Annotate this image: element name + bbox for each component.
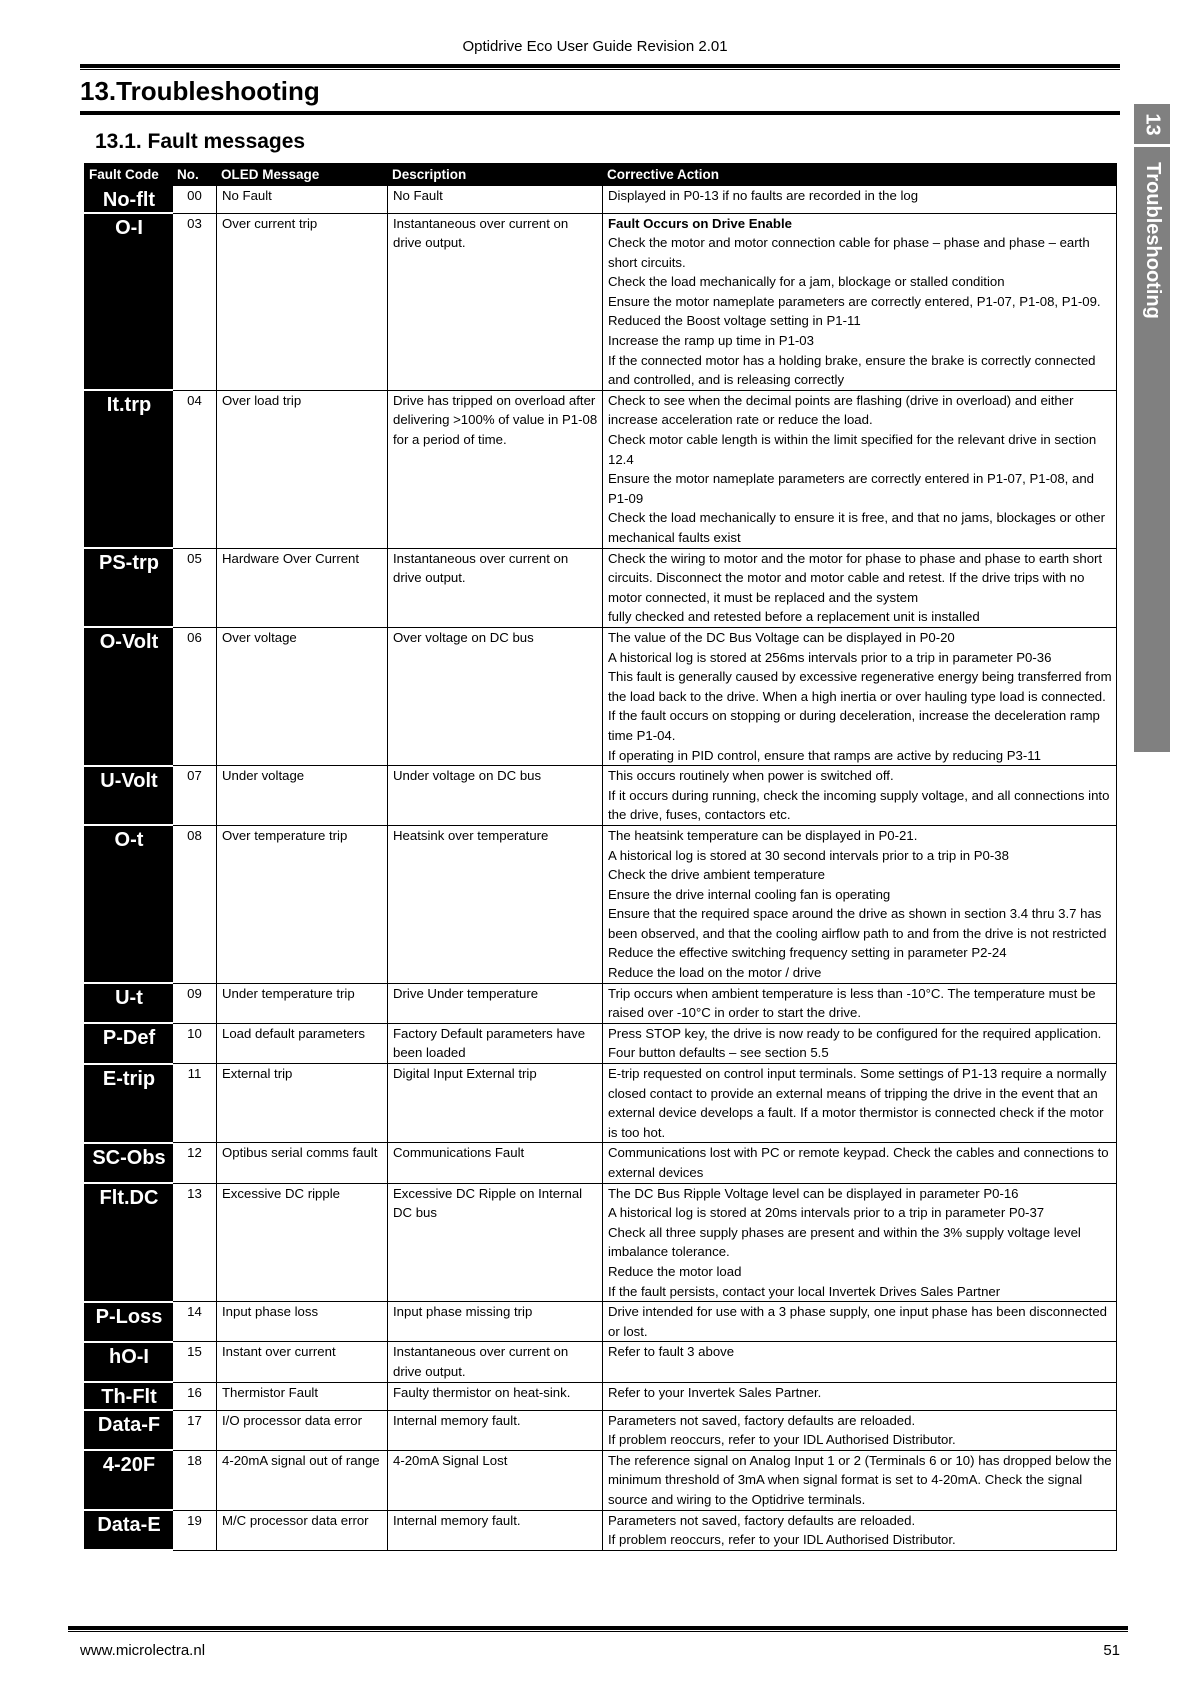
oled-message: M/C processor data error [217, 1510, 388, 1550]
action-line: Reduced the Boost voltage setting in P1-11 [608, 313, 861, 329]
oled-message: I/O processor data error [217, 1410, 388, 1450]
table-row [85, 1510, 1117, 1550]
fault-code: 4-20F [85, 1450, 173, 1510]
corrective-action [603, 1143, 1117, 1183]
fault-description: Factory Default parameters have been loaded [388, 1023, 603, 1063]
table-row [85, 390, 1117, 548]
fault-code: O-I [85, 213, 173, 390]
fault-description: Instantaneous over current on drive output. [388, 548, 603, 627]
table-row [85, 766, 1117, 826]
action-line: This fault is generally caused by excessive regenerative energy being transferred from the load back to the drive. When a high inertia or over hauling type load is connected. [608, 669, 1112, 704]
section-title: 13.Troubleshooting [80, 76, 320, 106]
action-line: If the fault persists, contact your local Invertek Drives Sales Partner [608, 1283, 1001, 1299]
fault-number: 03 [173, 213, 217, 390]
oled-message: Over voltage [217, 627, 388, 765]
footer-rule-thin [68, 1631, 1128, 1632]
action-line: Check the load mechanically to ensure it is free, and that no jams, blockages or other mechanical faults exist [608, 510, 1105, 545]
fault-code: No-flt [85, 186, 173, 214]
fault-number: 07 [173, 766, 217, 826]
action-line: A historical log is stored at 20ms intervals prior to a trip in parameter P0-37 [608, 1205, 1045, 1221]
footer-website: www.microlectra.nl [80, 1642, 206, 1659]
oled-message: 4-20mA signal out of range [217, 1450, 388, 1510]
action-line: Check all three supply phases are present and within the 3% supply voltage level imbalance tolerance. [608, 1224, 1081, 1260]
action-line: Press STOP key, the drive is now ready to be configured for the required application. Four button defaults – see section 5.5 [608, 1025, 1102, 1061]
fault-number: 13 [173, 1183, 217, 1302]
oled-message: No Fault [217, 186, 388, 214]
fault-description: 4-20mA Signal Lost [388, 1450, 603, 1510]
fault-description: Under voltage on DC bus [388, 766, 603, 826]
action-line: The heatsink temperature can be displayed in P0-21. [608, 827, 918, 843]
fault-code: U-t [85, 983, 173, 1023]
chapter-label: Troubleshooting [1141, 162, 1164, 319]
fault-number: 00 [173, 186, 217, 214]
action-line: Ensure the motor nameplate parameters are correctly entered, P1-07, P1-08, P1-09. [608, 293, 1101, 309]
fault-messages-table [84, 163, 1117, 1551]
chapter-number: 13 [1134, 104, 1170, 147]
fault-number: 17 [173, 1410, 217, 1450]
table-row [85, 1183, 1117, 1302]
action-line: Check motor cable length is within the limit specified for the relevant drive in section 12.4 [608, 432, 1097, 467]
action-line: Communications lost with PC or remote keypad. Check the cables and connections to external devices [608, 1145, 1109, 1180]
fault-description: Over voltage on DC bus [388, 627, 603, 765]
action-line: The value of the DC Bus Voltage can be displayed in P0-20 [608, 629, 955, 645]
fault-code: It.trp [85, 390, 173, 548]
table-header-row [85, 164, 1117, 186]
fault-description: Instantaneous over current on drive output. [388, 213, 603, 390]
subsection-title: 13.1. Fault messages [95, 130, 306, 153]
action-line: Reduce the effective switching frequency setting in parameter P2-24 [608, 945, 1007, 961]
fault-code: hO-I [85, 1342, 173, 1382]
action-line: Drive intended for use with a 3 phase supply, one input phase has been disconnected or lost. [608, 1304, 1108, 1339]
oled-message: Load default parameters [217, 1023, 388, 1063]
action-line: Check the wiring to motor and the motor for phase to phase and phase to earth short circuits. Disconnect the motor and motor cable and retest. If the drive trips with no motor connected, it must be replaced and the system [608, 550, 1103, 605]
fault-code: Data-F [85, 1410, 173, 1450]
title-rule [80, 111, 1120, 115]
corrective-action [603, 1450, 1117, 1510]
fault-description: Internal memory fault. [388, 1410, 603, 1450]
corrective-action [603, 825, 1117, 983]
table-row [85, 1450, 1117, 1510]
action-line: Ensure that the required space around the drive as shown in section 3.4 thru 3.7 has been observed, and that the cooling airflow path to and from the drive is not restricted [608, 906, 1107, 941]
corrective-action [603, 1064, 1117, 1143]
action-line: Refer to fault 3 above [608, 1344, 735, 1360]
corrective-action [603, 213, 1117, 390]
fault-description: Internal memory fault. [388, 1510, 603, 1550]
oled-message: Excessive DC ripple [217, 1183, 388, 1302]
table-row [85, 1023, 1117, 1063]
corrective-action [603, 983, 1117, 1023]
corrective-action [603, 390, 1117, 548]
oled-message: External trip [217, 1064, 388, 1143]
action-line: Ensure the motor nameplate parameters are correctly entered in P1-07, P1-08, and P1-09 [608, 471, 1094, 506]
col-header-description: Description [388, 164, 603, 186]
oled-message: Instant over current [217, 1342, 388, 1382]
table-row [85, 983, 1117, 1023]
chapter-side-tab[interactable] [1134, 104, 1170, 752]
fault-description: Drive Under temperature [388, 983, 603, 1023]
fault-number: 11 [173, 1064, 217, 1143]
action-line: The DC Bus Ripple Voltage level can be displayed in parameter P0-16 [608, 1185, 1019, 1201]
oled-message: Over current trip [217, 213, 388, 390]
action-line: E-trip requested on control input terminals. Some settings of P1-13 require a normally closed contact to provide an external means of tripping the drive in the event that an external device develops a fault. If a motor thermistor is connected check if the motor is too hot. [608, 1066, 1107, 1140]
col-header-no: No. [173, 164, 217, 186]
table-row [85, 1302, 1117, 1342]
oled-message: Under temperature trip [217, 983, 388, 1023]
fault-code: O-t [85, 825, 173, 983]
action-line: If the connected motor has a holding brake, ensure the brake is correctly connected and controlled, and is releasing correctly [608, 352, 1096, 388]
action-line: A historical log is stored at 256ms intervals prior to a trip in parameter P0-36 [608, 649, 1052, 665]
fault-code: Flt.DC [85, 1183, 173, 1302]
corrective-action [603, 186, 1117, 214]
corrective-action [603, 1302, 1117, 1342]
fault-code: Data-E [85, 1510, 173, 1550]
fault-code: Th-Flt [85, 1382, 173, 1410]
fault-number: 18 [173, 1450, 217, 1510]
fault-code: U-Volt [85, 766, 173, 826]
corrective-action [603, 1510, 1117, 1550]
oled-message: Under voltage [217, 766, 388, 826]
action-line: Parameters not saved, factory defaults are reloaded. [608, 1512, 916, 1528]
fault-number: 06 [173, 627, 217, 765]
fault-code: P-Def [85, 1023, 173, 1063]
fault-description: Heatsink over temperature [388, 825, 603, 983]
action-line: Displayed in P0-13 if no faults are recorded in the log [608, 188, 919, 203]
col-header-action: Corrective Action [603, 164, 1117, 186]
fault-description: No Fault [388, 186, 603, 214]
fault-number: 09 [173, 983, 217, 1023]
action-line: The reference signal on Analog Input 1 or 2 (Terminals 6 or 10) has dropped below the minimum threshold of 3mA when signal format is set to 4-20mA. Check the signal source and wiring to the Optidrive terminals. [608, 1452, 1112, 1507]
corrective-action [603, 1382, 1117, 1410]
corrective-action [603, 548, 1117, 627]
fault-number: 04 [173, 390, 217, 548]
header-rule [80, 64, 1120, 68]
action-line: Ensure the drive internal cooling fan is operating [608, 886, 891, 902]
fault-description: Input phase missing trip [388, 1302, 603, 1342]
fault-description: Excessive DC Ripple on Internal DC bus [388, 1183, 603, 1302]
action-title: Fault Occurs on Drive Enable [608, 215, 792, 231]
table-row [85, 1382, 1117, 1410]
fault-number: 05 [173, 548, 217, 627]
fault-code: P-Loss [85, 1302, 173, 1342]
fault-description: Communications Fault [388, 1143, 603, 1183]
fault-number: 14 [173, 1302, 217, 1342]
corrective-action [603, 1410, 1117, 1450]
table-row [85, 548, 1117, 627]
action-line: Increase the ramp up time in P1-03 [608, 333, 814, 349]
action-line: Parameters not saved, factory defaults are reloaded. [608, 1412, 916, 1428]
action-line: Check the load mechanically for a jam, blockage or stalled condition [608, 274, 1005, 290]
oled-message: Over load trip [217, 390, 388, 548]
fault-description: Drive has tripped on overload after delivering >100% of value in P1-08 for a period of time. [388, 390, 603, 548]
fault-description: Digital Input External trip [388, 1064, 603, 1143]
col-header-fault-code: Fault Code [85, 164, 173, 186]
table-row [85, 1342, 1117, 1382]
table-row [85, 213, 1117, 390]
corrective-action [603, 1023, 1117, 1063]
action-line: Check the drive ambient temperature [608, 867, 825, 883]
action-line: If it occurs during running, check the incoming supply voltage, and all connections into the drive, fuses, contactors etc. [608, 787, 1110, 823]
fault-number: 15 [173, 1342, 217, 1382]
page-header: Optidrive Eco User Guide Revision 2.01 [462, 38, 728, 55]
header-rule-thin [80, 69, 1120, 70]
action-line: If problem reoccurs, refer to your IDL Authorised Distributor. [608, 1532, 956, 1548]
table-row [85, 1064, 1117, 1143]
corrective-action [603, 627, 1117, 765]
action-line: If the fault occurs on stopping or during deceleration, increase the deceleration ramp time P1-04. [608, 708, 1100, 743]
action-line: This occurs routinely when power is switched off. [608, 768, 894, 784]
table-row [85, 1143, 1117, 1183]
oled-message: Input phase loss [217, 1302, 388, 1342]
oled-message: Thermistor Fault [217, 1382, 388, 1410]
corrective-action [603, 1342, 1117, 1382]
fault-code: SC-Obs [85, 1143, 173, 1183]
action-line: Reduce the motor load [608, 1263, 742, 1279]
fault-code: PS-trp [85, 548, 173, 627]
action-line: Trip occurs when ambient temperature is less than -10°C. The temperature must be raised over -10°C in order to start the drive. [608, 985, 1096, 1021]
oled-message: Optibus serial comms fault [217, 1143, 388, 1183]
fault-code: O-Volt [85, 627, 173, 765]
fault-number: 08 [173, 825, 217, 983]
oled-message: Over temperature trip [217, 825, 388, 983]
page-number: 51 [1103, 1642, 1120, 1659]
oled-message: Hardware Over Current [217, 548, 388, 627]
action-line: If operating in PID control, ensure that ramps are active by reducing P3-11 [608, 747, 1041, 763]
fault-code: E-trip [85, 1064, 173, 1143]
table-row [85, 186, 1117, 214]
fault-description: Instantaneous over current on drive output. [388, 1342, 603, 1382]
footer-rule [68, 1626, 1128, 1630]
fault-number: 19 [173, 1510, 217, 1550]
fault-number: 16 [173, 1382, 217, 1410]
action-line: A historical log is stored at 30 second intervals prior to a trip in P0-38 [608, 847, 1009, 863]
action-line: If problem reoccurs, refer to your IDL Authorised Distributor. [608, 1432, 956, 1448]
table-row [85, 825, 1117, 983]
fault-description: Faulty thermistor on heat-sink. [388, 1382, 603, 1410]
action-line: Refer to your Invertek Sales Partner. [608, 1384, 822, 1400]
table-row [85, 1410, 1117, 1450]
corrective-action [603, 1183, 1117, 1302]
table-row [85, 627, 1117, 765]
action-line: Check the motor and motor connection cable for phase – phase and phase – earth short circuits. [608, 235, 1090, 270]
action-line: fully checked and retested before a replacement unit is installed [608, 609, 980, 625]
action-line: Reduce the load on the motor / drive [608, 965, 822, 981]
table-body [85, 186, 1117, 1551]
col-header-oled: OLED Message [217, 164, 388, 186]
fault-number: 10 [173, 1023, 217, 1063]
fault-number: 12 [173, 1143, 217, 1183]
corrective-action [603, 766, 1117, 826]
action-line: Check to see when the decimal points are flashing (drive in overload) and either increase acceleration rate or reduce the load. [608, 392, 1074, 428]
